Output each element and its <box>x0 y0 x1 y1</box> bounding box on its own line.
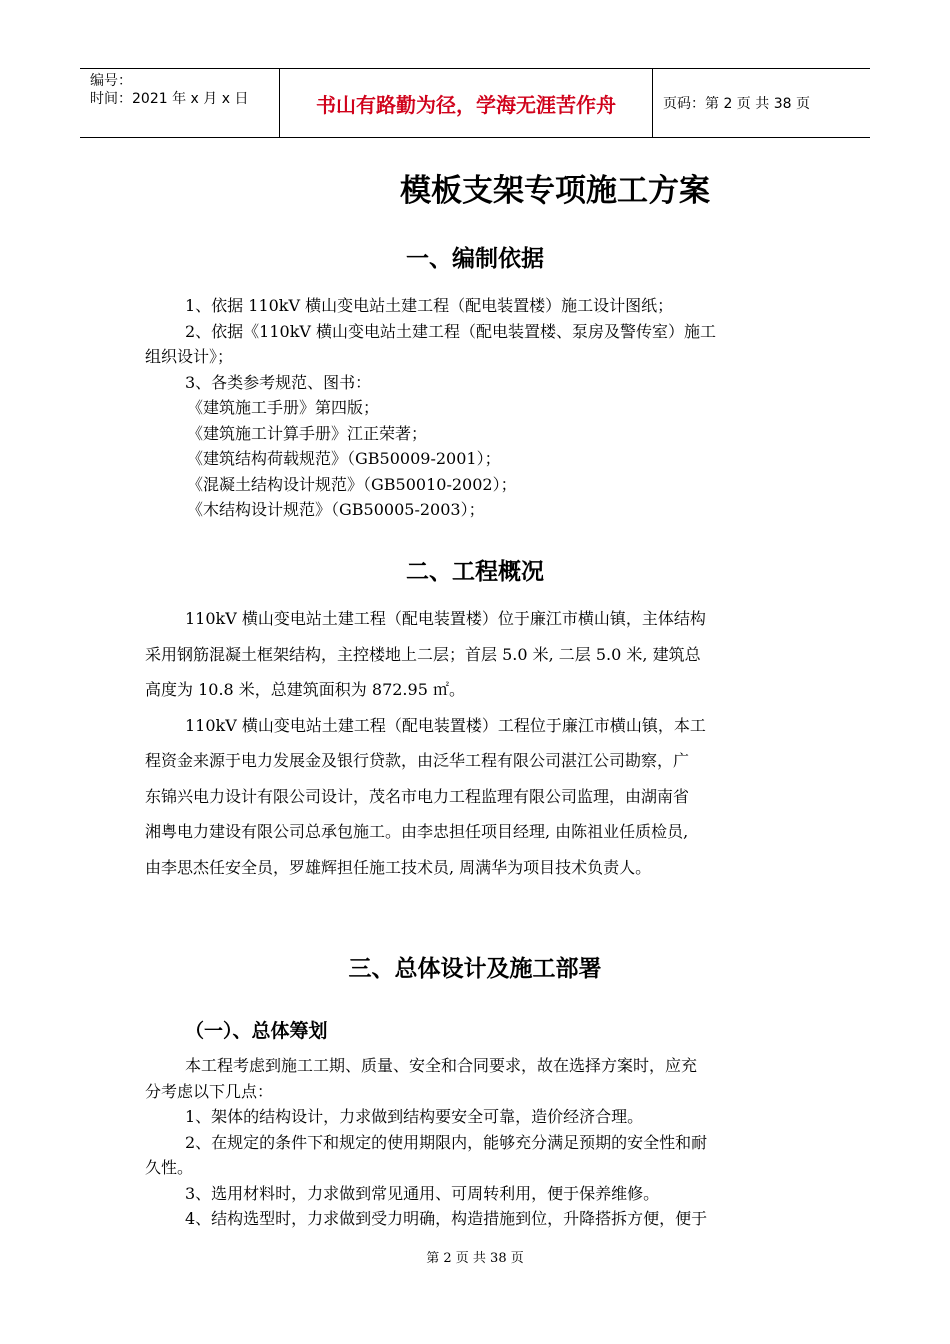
section-heading-design: 三、总体设计及施工部署 <box>348 955 602 982</box>
design-line: 分考虑以下几点： <box>145 1081 274 1101</box>
basis-line: 组织设计》； <box>145 347 234 366</box>
overview-line: 110kV 横山变电站土建工程（配电装置楼）工程位于廉江市横山镇，本工 <box>185 715 706 735</box>
reference-item: 《木结构设计规范》（GB50005-2003）； <box>187 500 485 519</box>
design-line: 久性。 <box>145 1158 194 1177</box>
design-line: 3、选用材料时，力求做到常见通用、可周转利用，便于保养维修。 <box>185 1183 660 1203</box>
reference-item: 《建筑施工手册》第四版； <box>187 398 380 417</box>
code-label: 编号： <box>90 73 132 89</box>
design-line: 本工程考虑到施工工期、质量、安全和合同要求，故在选择方案时，应充 <box>185 1056 698 1075</box>
basis-line: 1、依据 110kV 横山变电站土建工程（配电装置楼）施工设计图纸； <box>185 296 674 315</box>
page-header <box>80 68 870 138</box>
section-heading-basis: 一、编制依据 <box>406 245 544 272</box>
overview-line: 采用钢筋混凝土框架结构，主控楼地上二层；首层 5.0 米, 二层 5.0 米, 建筑总 <box>145 644 701 664</box>
overview-line: 高度为 10.8 米，总建筑面积为 872.95 ㎡。 <box>145 680 465 699</box>
section-overview-body <box>145 601 810 885</box>
reference-item: 《混凝土结构设计规范》（GB50010-2002）； <box>187 474 517 494</box>
reference-item: 《建筑施工计算手册》江正荣著； <box>187 423 428 443</box>
section-basis-body <box>145 293 810 523</box>
document-title: 模板支架专项施工方案 <box>400 173 710 209</box>
page-footer: 第 2 页 共 38 页 <box>426 1251 524 1266</box>
design-line: 4、结构选型时，力求做到受力明确，构造措施到位，升降搭拆方便，便于 <box>185 1209 708 1228</box>
section-heading-overview: 二、工程概况 <box>406 558 544 585</box>
overview-line: 由李思杰任安全员，罗雄辉担任施工技术员, 周满华为项目技术负责人。 <box>145 857 652 877</box>
overview-line: 110kV 横山变电站土建工程（配电装置楼）位于廉江市横山镇，主体结构 <box>185 609 706 628</box>
design-line: 2、在规定的条件下和规定的使用期限内，能够充分满足预期的安全性和耐 <box>185 1132 708 1152</box>
overview-line: 东锦兴电力设计有限公司设计，茂名市电力工程监理有限公司监理，由湖南省 <box>145 786 690 806</box>
header-motto: 书山有路勤为径，学海无涯苦作舟 <box>280 69 653 137</box>
overview-line: 程资金来源于电力发展金及银行贷款，由泛华工程有限公司湛江公司勘察，广 <box>145 751 690 770</box>
date-label: 时间：2021 年 x 月 x 日 <box>90 91 249 107</box>
subsection-heading-planning: （一）、总体筹划 <box>185 1020 328 1042</box>
header-page-info: 页码：第 2 页 共 38 页 <box>663 96 810 112</box>
overview-line: 湘粤电力建设有限公司总承包施工。由李忠担任项目经理, 由陈祖业任质检员, <box>145 822 689 841</box>
basis-line: 3、各类参考规范、图书： <box>185 372 372 392</box>
reference-item: 《建筑结构荷载规范》（GB50009-2001）； <box>187 449 501 468</box>
header-meta <box>80 69 280 137</box>
basis-line: 2、依据《110kV 横山变电站土建工程（配电装置楼、泵房及警传室）施工 <box>185 321 717 341</box>
section-design-body <box>145 1053 810 1232</box>
design-line: 1、架体的结构设计，力求做到结构要安全可靠，造价经济合理。 <box>185 1107 644 1126</box>
